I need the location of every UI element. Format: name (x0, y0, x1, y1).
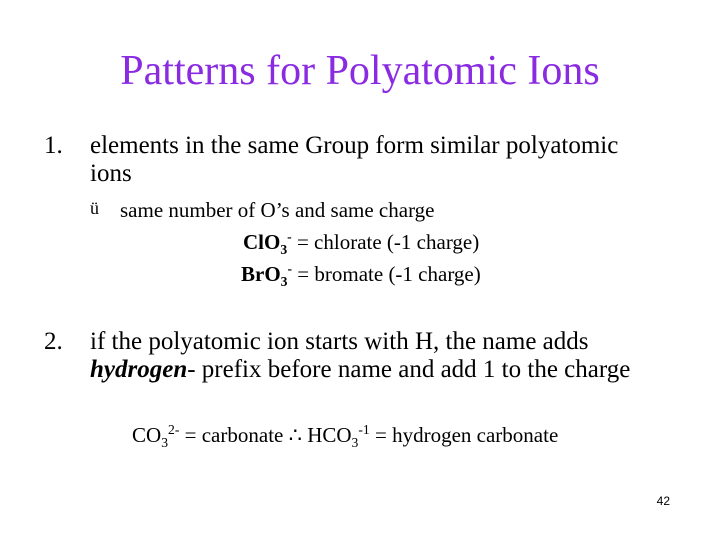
slide-title: Patterns for Polyatomic Ions (120, 48, 600, 94)
example-text: = chlorate (-1 charge) (291, 230, 480, 254)
item-text: elements in the same Group form similar polyatomic ions (90, 132, 619, 187)
formula-subscript: 3 (280, 242, 288, 258)
formula-charge: -1 (358, 422, 370, 437)
item-text-b: - prefix before name and add 1 to the charge (187, 356, 631, 383)
formula-charge: - (287, 229, 292, 244)
example-chlorate (243, 229, 480, 258)
formula-clo: ClO (243, 230, 281, 254)
item-text-a: if the polyatomic ion starts with H, the name adds (90, 328, 589, 355)
formula-subscript: 3 (280, 274, 288, 290)
formula-charge: 2- (168, 422, 180, 437)
page-number: 42 (656, 494, 670, 508)
example-end-text: = hydrogen carbonate (369, 423, 559, 447)
example-bromate (241, 261, 481, 290)
example-middle-text: = carbonate ∴ HCO (179, 423, 352, 447)
item-text (90, 328, 660, 384)
item-number: 1. (44, 132, 63, 159)
example-carbonate (132, 422, 559, 451)
formula-bro: BrO (241, 262, 281, 286)
formula-co: CO (132, 423, 162, 447)
formula-charge: - (287, 261, 293, 276)
formula-subscript: 3 (161, 435, 169, 451)
checkmark-icon: ü (90, 198, 99, 218)
emphasis-hydrogen: hydrogen (90, 356, 188, 383)
item-number: 2. (44, 328, 63, 355)
example-text: = bromate (-1 charge) (292, 262, 481, 286)
formula-subscript: 3 (351, 435, 359, 451)
sub-point-text: same number of O’s and same charge (120, 198, 435, 222)
